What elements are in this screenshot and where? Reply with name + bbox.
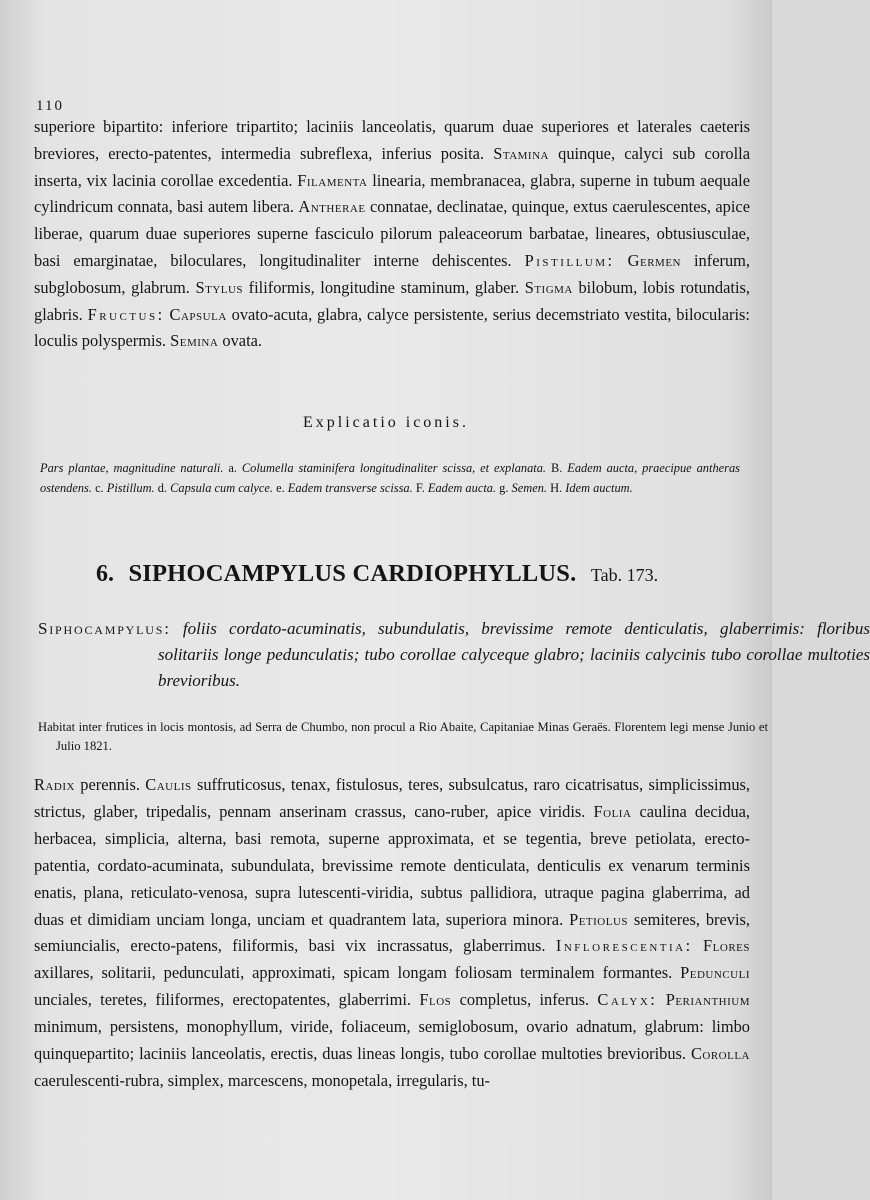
caption-italic-text: Semen. <box>511 481 551 495</box>
continuation-term: Antherae <box>298 197 366 217</box>
description-text: unciales, teretes, filiformes, erectopatentes, glaberrimi. <box>34 990 420 1010</box>
page-number: 110 <box>36 98 64 114</box>
description-text <box>693 936 703 955</box>
continuation-text: linearia, membranacea, glabra, superne in tubum aequale cylindricum connata, basi autem libera. <box>34 170 750 217</box>
description-text: completus, inferus. <box>451 990 598 1010</box>
description-text <box>657 990 665 1009</box>
description-text: caerulescenti-rubra, simplex, marcescens, monopetala, irregularis, tu- <box>34 1070 491 1090</box>
continuation-term: Capsula <box>169 304 227 324</box>
continuation-section-term: Pistillum: <box>524 250 615 270</box>
description-term: Radix <box>34 775 75 794</box>
description-text: suffruticosus, tenax, fistulosus, teres, subsulcatus, raro cicatrisatus, simplicissimus, strictus, glaber, tripedalis, pennam anserinam crassus, cano-ruber, apice viridis. <box>34 775 750 821</box>
continuation-term: Stigma <box>524 277 573 297</box>
description-term: Flos <box>419 990 452 1010</box>
continuation-text: ovata. <box>218 331 263 351</box>
diagnosis-text: foliis cordato-acuminatis, subundulatis, brevissime remote denticulatis, glaberrimis: floribus solitariis longe pedunculatis; tubo corollae calyceque glabro; laciniis calycinis tubo corollae multoties brevioribus. <box>158 619 870 690</box>
description-paragraph <box>34 772 750 1095</box>
description-term: Caulis <box>145 775 192 794</box>
caption-italic-text: Columella staminifera longitudinaliter scissa, et explanata. <box>241 461 551 475</box>
continuation-text: ovato-acuta, glabra, calyce persistente, serius decemstriato vestita, bilocularis: loculis polyspermis. <box>34 304 750 351</box>
habitat-note: Habitat inter frutices in locis montosis, ad Serra de Chumbo, non procul a Rio Abaite, Capitaniae Minas Geraës. Florentem legi mense Junio et Julio 1821. <box>38 720 768 753</box>
description-text: axillares, solitarii, pedunculati, approximati, spicam longam foliosam terminalem formantes. <box>34 963 681 983</box>
description-text: semiteres, brevis, semiuncialis, erecto-patens, filiformis, basi vix incrassatus, glaberrimus. <box>34 909 750 956</box>
caption-italic-text: Pistillum. <box>106 481 158 495</box>
continuation-paragraph <box>34 114 750 355</box>
caption-italic-text: Eadem aucta. <box>427 481 500 495</box>
caption-figure-letter: H. <box>550 481 566 495</box>
species-heading <box>96 560 736 588</box>
continuation-section-term: Fructus: <box>87 304 165 324</box>
caption-figure-letter: a. <box>228 461 242 475</box>
diagnosis-genus: Siphocampylus: <box>38 619 171 638</box>
caption-figure-letter: c. <box>95 481 107 495</box>
continuation-text: superiore bipartito: inferiore tripartito; laciniis lanceolatis, quarum duae superiores et laterales caeteris breviores, erecto-patentes, intermedia subreflexa, inferius posita. <box>34 117 750 163</box>
caption-figure-letter: F. <box>415 481 428 495</box>
caption-figure-letter: d. <box>157 481 171 495</box>
continuation-text: bilobum, lobis rotundatis, glabris. <box>34 277 750 324</box>
species-name: SIPHOCAMPYLUS CARDIOPHYLLUS. <box>128 560 577 587</box>
continuation-text <box>615 251 628 270</box>
description-section-term: Calyx: <box>597 990 658 1010</box>
caption-italic-text: Capsula cum calyce. <box>170 481 277 495</box>
description-term: Corolla <box>690 1044 750 1064</box>
caption-italic-text: Eadem transverse scissa. <box>287 481 416 495</box>
plate-reference: Tab. 173. <box>590 565 659 585</box>
continuation-text: connatae, declinatae, quinque, extus caerulescentes, apice liberae, quarum duae superiores superne fasciculo pilorum paleaceorum barbatae, lineares, obtusiusculae, basi emarginatae, biloculares, longitudinaliter interne dehiscentes. <box>34 197 750 270</box>
description-term: Flores <box>703 936 750 956</box>
description-text: caulina decidua, herbacea, simplicia, alterna, basi remota, superne approximata, et se tegentia, breve petiolata, erecto-patentia, cordato-acuminata, subundulata, brevissime remote denticulata, denticulis ex venarum terminis enatis, plana, reticulato-venosa, supra lutescenti-viridia, subtus pallidiora, utraque pagina glaberrima, ad duas et dimidiam unciam longa, unciam et quadrantem lata, superiora minora. <box>34 801 750 929</box>
caption-italic-text: Pars plantae, magnitudine naturali. <box>40 461 229 475</box>
caption-figure-letter: e. <box>276 481 288 495</box>
caption-italic-text: Idem auctum. <box>565 481 633 495</box>
caption-italic-text: Eadem aucta, praecipue antheras ostendens. <box>40 461 740 495</box>
continuation-text: quinque, calyci sub corolla inserta, vix lacinia corollae excedentia. <box>34 143 751 190</box>
continuation-term: Germen <box>627 250 681 270</box>
description-term: Pedunculi <box>680 963 750 983</box>
description-text: perennis. <box>74 775 146 794</box>
species-number: 6. <box>96 561 114 587</box>
continuation-term: Filamenta <box>297 170 368 190</box>
continuation-term: Semina <box>170 331 219 351</box>
description-term: Folia <box>593 801 632 821</box>
caption-figure-letter: g. <box>499 481 512 495</box>
explicatio-heading: Explicatio iconis. <box>303 414 469 431</box>
description-term: Perianthium <box>665 990 750 1010</box>
description-term: Petiolus <box>569 909 629 929</box>
continuation-term: Stamina <box>493 143 549 163</box>
continuation-term: Stylus <box>195 277 244 297</box>
continuation-text: filiformis, longitudine staminum, glaber. <box>243 277 525 297</box>
description-text: minimum, persistens, monophyllum, viride, foliaceum, semiglobosum, ovario adnatum, glabrum: limbo quinquepartito; laciniis lanceolatis, erectis, duas lineas longis, tubo corollae multoties brevioribus. <box>34 1017 750 1064</box>
continuation-text: inferum, subglobosum, glabrum. <box>34 250 750 297</box>
caption-figure-letter: B. <box>550 461 568 475</box>
figure-caption <box>40 458 740 498</box>
description-section-term: Inflorescentia: <box>555 936 693 956</box>
diagnosis <box>38 616 870 694</box>
